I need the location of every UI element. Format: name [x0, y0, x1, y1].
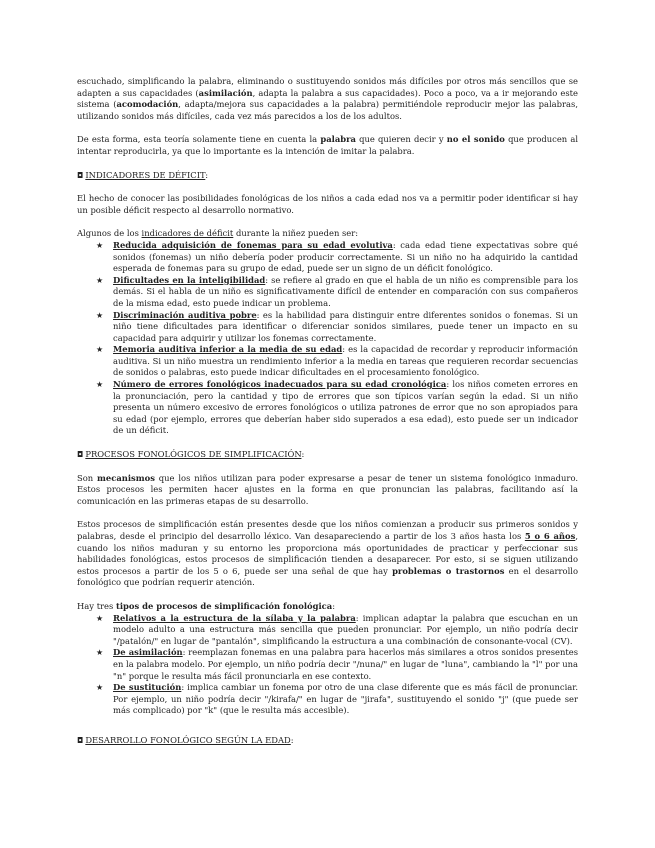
section-title: DESARROLLO FONOLÓGICO SEGÚN LA EDAD — [85, 734, 291, 745]
list-item: ★ Dificultades en la inteligibilidad: se refiere al grado en que el habla de un niño es comprensible para los demás. Si el habla de un niño es significativamente difícil de entender en comparación con sus compañeros de la misma edad, esto puede indicar un problema. — [96, 274, 578, 308]
item-term: Número de errores fonológicos inadecuados para su edad cronológica — [113, 379, 447, 390]
section-heading-procesos: ◘ PROCESOS FONOLÓGICOS DE SIMPLIFICACIÓN: — [77, 449, 305, 460]
term-palabra: palabra — [320, 134, 356, 145]
term-problemas: problemas o trastornos — [392, 565, 505, 576]
paragraph-deficit: El hecho de conocer las posibilidades fonológicas de los niños a cada edad nos va a permitir poder identificar si hay un posible déficit respecto al desarrollo normativo. — [77, 193, 578, 215]
list-item: ★ Discriminación auditiva pobre: es la habilidad para distinguir entre diferentes sonidos o fonemas. Si un niño tiene dificultades para identificar o diferenciar sonidos similares, puede tener un impacto en su capacidad para adquirir y utilizar los fonemas correctamente. — [96, 309, 578, 343]
paragraph-algunos: Algunos de los indicadores de déficit durante la niñez pueden ser: — [77, 228, 359, 239]
list-item: ★ Memoria auditiva inferior a la media de su edad: es la capacidad de recordar y reproducir información auditiva. Si un niño muestra un rendimiento inferior a la media en tareas que requieren recordar secuencias de sonidos o palabras, esto puede indicar dificultades en el procesamiento fonológico. — [96, 344, 578, 378]
star-icon: ★ — [96, 648, 104, 658]
star-icon: ★ — [96, 345, 104, 355]
term-edad: 5 o 6 años — [524, 531, 576, 541]
item-term: Dificultades en la inteligibilidad — [113, 274, 266, 285]
section-heading-desarrollo: ◘ DESARROLLO FONOLÓGICO SEGÚN LA EDAD: — [77, 734, 294, 745]
list-item: ★ Reducida adquisición de fonemas para su edad evolutiva: cada edad tiene expectativas sobre qué sonidos (fonemas) un niño debería poder producir correctamente. Si un niño no ha adquirido la cantidad esperada de fonemas para su grupo de edad, puede ser un signo de un déficit fonológico. — [96, 239, 578, 274]
term-asimilacion: asimilación — [198, 87, 253, 98]
paragraph-tipos: Hay tres tipos de procesos de simplificación fonológica: — [77, 600, 336, 611]
list-item: ★ Número de errores fonológicos inadecuados para su edad cronológica: los niños cometen errores en la pronunciación, pero la cantidad y tipo de errores que son típicos varían según la edad. Si un niño presenta un número excesivo de errores fonológicos o utiliza patrones de error que no son apropiados para su edad (por ejemplo, errores que deberían haber sido superados a esa edad), esto puede ser un indicador de un déficit. — [96, 379, 579, 436]
section-title: PROCESOS FONOLÓGICOS DE SIMPLIFICACIÓN — [85, 449, 302, 460]
list-item: ★ Relativos a la estructura de la sílaba y la palabra: implican adaptar la palabra que escuchan en un modelo adulto a una estructura más sencilla que pueden pronunciar. Por ejemplo, un niño podría decir "/patalón/" en lugar de "pantalón", simplificando la estructura a una combinación de consonante-vocal (CV). — [96, 612, 578, 646]
item-term: Memoria auditiva inferior a la media de su edad — [113, 344, 343, 355]
item-term: De asimilación — [113, 647, 183, 658]
star-icon: ★ — [96, 380, 104, 390]
process-list — [77, 613, 578, 717]
item-term: Discriminación auditiva pobre — [113, 309, 257, 320]
section-title: INDICADORES DE DÉFICIT — [85, 169, 206, 180]
term-no-el-sonido: no el sonido — [446, 134, 505, 145]
term-tipos: tipos de procesos de simplificación fonológica — [115, 600, 333, 611]
paragraph-mecanismos: Son mecanismos que los niños utilizan para poder expresarse a pesar de tener un sistema fonológico inmaduro. Estos procesos les permiten hacer ajustes en la forma en que pronuncian las palabras, facilitando así la comunicación en las primeras etapas de su desarrollo. — [77, 472, 578, 506]
deficit-list — [77, 240, 578, 437]
term-mecanismos: mecanismos — [97, 472, 155, 483]
star-icon: ★ — [96, 310, 104, 320]
section-heading-indicadores: ◘ INDICADORES DE DÉFICIT: — [77, 169, 209, 180]
paragraph-teoria: De esta forma, esta teoría solamente tiene en cuenta la palabra que quieren decir y no el sonido que producen al intentar reproducirla, ya que lo importante es la intención de imitar la palabra. — [77, 134, 579, 156]
star-icon: ★ — [96, 613, 104, 623]
star-icon: ★ — [96, 683, 104, 693]
item-term: Relativos a la estructura de la sílaba y la palabra — [113, 612, 356, 623]
item-term: Reducida adquisición de fonemas para su edad evolutiva — [113, 239, 393, 250]
square-bullet-icon: ◘ — [77, 735, 84, 745]
square-bullet-icon: ◘ — [77, 170, 84, 180]
paragraph-intro: escuchado, simplificando la palabra, eliminando o sustituyendo sonidos más difíciles por otros más sencillos que se adapten a sus capacidades (asimilación, adapta la palabra a sus capacidades). Poco a poco, va a ir mejorando este sistema (acomodación, adapta/mejora sus capacidades a la palabra) permitiéndole reproducir mejor las palabras, utilizando sonidos más difíciles, cada vez más parecidos a los de los adultos. — [77, 76, 578, 121]
star-icon: ★ — [96, 240, 104, 250]
item-term: De sustitución — [113, 682, 182, 693]
list-item: ★ De asimilación: reemplazan fonemas en una palabra para hacerlos más similares a otros sonidos presentes en la palabra modelo. Por ejemplo, un niño podría decir "/nuna/" en lugar de "luna", cambiando la "l" por una "n" porque le resulta más fácil pronunciarla en ese contexto. — [96, 647, 578, 681]
term-indicadores: indicadores de déficit — [141, 228, 234, 239]
paragraph-simplificacion: Estos procesos de simplificación están presentes desde que los niños comienzan a producir sus primeros sonidos y palabras, desde el principio del desarrollo léxico. Van desapareciendo a partir de los 3 años hasta los 5 o 6 años, cuando los niños maduran y su entorno les proporciona más oportunidades de practicar y perfeccionar sus habilidades fonológicas, estos procesos de simplificación tienden a desaparecer. Por esto, si se siguen utilizando estos procesos a partir de los 5 o 6, puede ser una señal de que hay problemas o trastornos en el desarrollo fonológico que podrían requerir atención. — [77, 519, 579, 588]
list-item: ★ De sustitución: implica cambiar un fonema por otro de una clase diferente que es más fácil de pronunciar. Por ejemplo, un niño podría decir "/kirafa/" en lugar de "jirafa", sustituyendo el sonido "j" (que puede ser más complicado) por "k" (que le resulta más accesible). — [96, 682, 578, 716]
term-acomodacion: acomodación — [116, 99, 179, 110]
star-icon: ★ — [96, 275, 104, 285]
square-bullet-icon: ◘ — [77, 450, 84, 460]
